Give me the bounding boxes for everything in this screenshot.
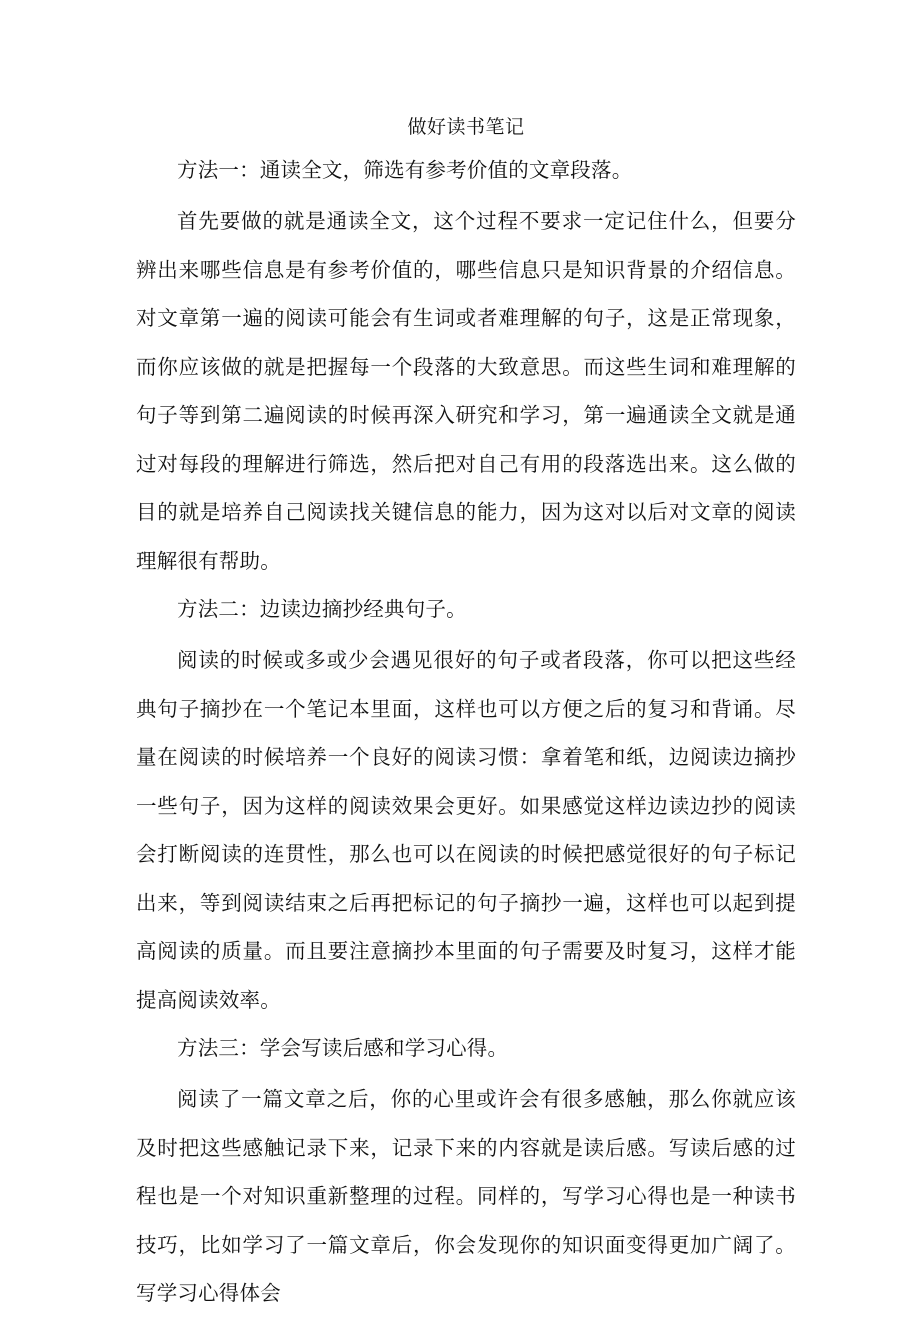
section-heading-method-3: 方法三：学会写读后感和学习心得。 — [177, 1036, 509, 1060]
section-heading-method-1: 方法一：通读全文，筛选有参考价值的文章段落。 — [177, 158, 633, 182]
section-body-method-1: 首先要做的就是通读全文，这个过程不要求一定记住什么，但要分辨出来哪些信息是有参考价值的，哪些信息只是知识背景的介绍信息。对文章第一遍的阅读可能会有生词或者难理解的句子，这是正常现象，而你应该做的就是把握每一个段落的大致意思。而这些生词和难理解的句子等到第二遍阅读的时候再深入研究和学习，第一遍通读全文就是通过对每段的理解进行筛选，然后把对自己有用的段落选出来。这么做的目的就是培养自己阅读找关键信息的能力，因为这对以后对文章的阅读理解很有帮助。 — [136, 209, 796, 573]
section-body-method-3: 阅读了一篇文章之后，你的心里或许会有很多感触，那么你就应该及时把这些感触记录下来，记录下来的内容就是读后感。写读后感的过程也是一个对知识重新整理的过程。同样的，写学习心得也是一种读书技巧，比如学习了一篇文章后，你会发现你的知识面变得更加广阔了。写学习心得体会 — [136, 1087, 796, 1305]
section-body-method-2: 阅读的时候或多或少会遇见很好的句子或者段落，你可以把这些经典句子摘抄在一个笔记本里面，这样也可以方便之后的复习和背诵。尽量在阅读的时候培养一个良好的阅读习惯：拿着笔和纸，边阅读边摘抄一些句子，因为这样的阅读效果会更好。如果感觉这样边读边抄的阅读会打断阅读的连贯性，那么也可以在阅读的时候把感觉很好的句子标记出来，等到阅读结束之后再把标记的句子摘抄一遍，这样也可以起到提高阅读的质量。而且要注意摘抄本里面的句子需要及时复习，这样才能提高阅读效率。 — [136, 648, 796, 1012]
section-heading-method-2: 方法二：边读边摘抄经典句子。 — [177, 597, 467, 621]
document-title: 做好读书笔记 — [407, 116, 525, 138]
document-content — [136, 108, 796, 1318]
